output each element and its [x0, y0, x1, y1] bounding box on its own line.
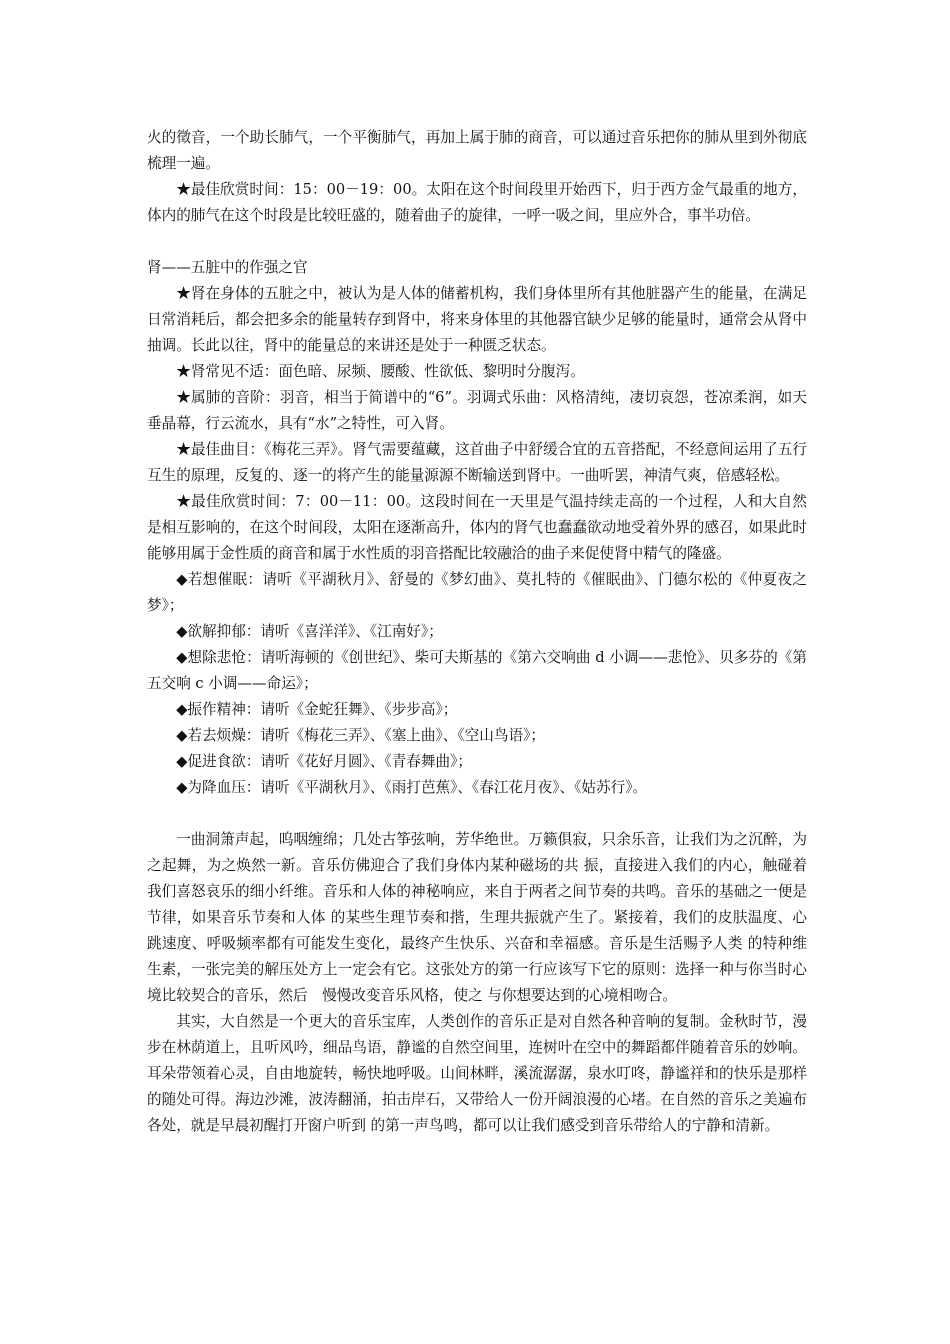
kidney-paragraph: ★属肺的音阶：羽音，相当于简谱中的“6”。羽调式乐曲：风格清纯，凄切哀怨，苍凉柔润，如天垂晶幕，行云流水，具有“水”之特性，可入肾。: [147, 389, 807, 432]
section-heading-kidney: 肾——五脏中的作强之官: [147, 259, 308, 276]
recommendation-item: ◆促进食欲：请听《花好月圆》、《青春舞曲》；: [176, 753, 472, 770]
recommendation-item: ◆若去烦燥：请听《梅花三弄》、《塞上曲》、《空山鸟语》；: [176, 727, 545, 744]
closing-paragraph: 一曲洞箫声起，呜咽缠绵；几处古筝弦响，芳华绝世。万籁俱寂，只余乐音，让我们为之沉醉，为之起舞，为之焕然一新。音乐仿佛迎合了我们身体内某种磁场的共 振，直接进入我们的内心，触碰着我们喜怒哀乐的细小纤维。音乐和人体的神秘响应，来自于两者之间节奏的共鸣。音乐的基础之一便是节律，如果音乐节奏和人体 的某些生理节奏和揩，生理共振就产生了。紧接着，我们的皮肤温度、心跳速度、呼吸频率都有可能发生变化，最终产生快乐、兴奋和幸福感。音乐是生活赐予人类 的特种维生素，一张完美的解压处方上一定会有它。这张处方的第一行应该写下它的原则：选择一种与你当时心境比较契合的音乐，然后 慢慢改变音乐风格，使之 与你想要达到的心境相吻合。: [147, 831, 807, 1004]
recommendation-item: ◆欲解抑郁：请听《喜洋洋》、《江南好》；: [176, 623, 443, 640]
recommendation-item: ◆振作精神：请听《金蛇狂舞》、《步步高》；: [176, 701, 458, 718]
kidney-paragraph: ★最佳欣赏时间：7：00－11：00。这段时间在一天里是气温持续走高的一个过程，人和大自然是相互影响的，在这个时间段，太阳在逐渐高升，体内的肾气也蠢蠢欲动地受着外界的感召，如果此时能够用属于金性质的商音和属于水性质的羽音搭配比较融洽的曲子来促使肾中精气的隆盛。: [147, 493, 807, 562]
closing-paragraph: 其实，大自然是一个更大的音乐宝库，人类创作的音乐正是对自然各种音响的复制。金秋时节，漫步在林荫道上，且听风吟，细品鸟语，静谧的自然空间里，连树叶在空中的舞蹈都伴随着音乐的妙响。耳朵带领着心灵，自由地旋转，畅快地呼吸。山间林畔，溪流潺潺，泉水叮咚，静谧祥和的快乐是那样的随处可得。海边沙滩，波涛翻涌，拍击岸石，又带给人一份开阔浪漫的心堵。在自然的音乐之美遍布各处，就是早晨初醒打开窗户听到 的第一声鸟鸣，都可以让我们感受到音乐带给人的宁静和清新。: [147, 1013, 807, 1134]
recommendation-item: ◆想除悲怆：请听海顿的《创世纪》、柴可夫斯基的《第六交响曲 d 小调——悲怆》、贝多芬的《第五交响 c 小调——命运》；: [147, 649, 807, 692]
document-page: [147, 125, 807, 1139]
recommendation-item: ◆若想催眠：请听《平湖秋月》、舒曼的《梦幻曲》、莫扎特的《催眠曲》、门德尔松的《仲夏夜之梦》；: [147, 571, 807, 614]
kidney-paragraph: ★肾在身体的五脏之中，被认为是人体的储蓄机构，我们身体里所有其他脏器产生的能量，在满足日常消耗后，都会把多余的能量转存到肾中，将来身体里的其他器官缺少足够的能量时，通常会从肾中抽调。长此以往，肾中的能量总的来讲还是处于一种匮乏状态。: [147, 285, 807, 354]
lung-best-time-paragraph: ★最佳欣赏时间：15：00－19：00。太阳在这个时间段里开始西下，归于西方金气最重的地方，体内的肺气在这个时段是比较旺盛的，随着曲子的旋律，一呼一吸之间，里应外合，事半功倍。: [147, 181, 807, 224]
intro-paragraph-continuation: 火的徵音，一个助长肺气，一个平衡肺气，再加上属于肺的商音，可以通过音乐把你的肺从里到外彻底梳理一遍。: [147, 129, 807, 172]
kidney-paragraph: ★肾常见不适：面色暗、尿频、腰酸、性欲低、黎明时分腹泻。: [176, 363, 585, 380]
recommendation-item: ◆为降血压：请听《平湖秋月》、《雨打芭蕉》、《春江花月夜》、《姑苏行》。: [176, 779, 648, 796]
kidney-paragraph: ★最佳曲目：《梅花三弄》。肾气需要蕴藏，这首曲子中舒缓合宜的五音搭配，不经意间运用了五行互生的原理，反复的、逐一的将产生的能量源源不断输送到肾中。一曲听罢，神清气爽，倍感轻松。: [147, 441, 807, 484]
